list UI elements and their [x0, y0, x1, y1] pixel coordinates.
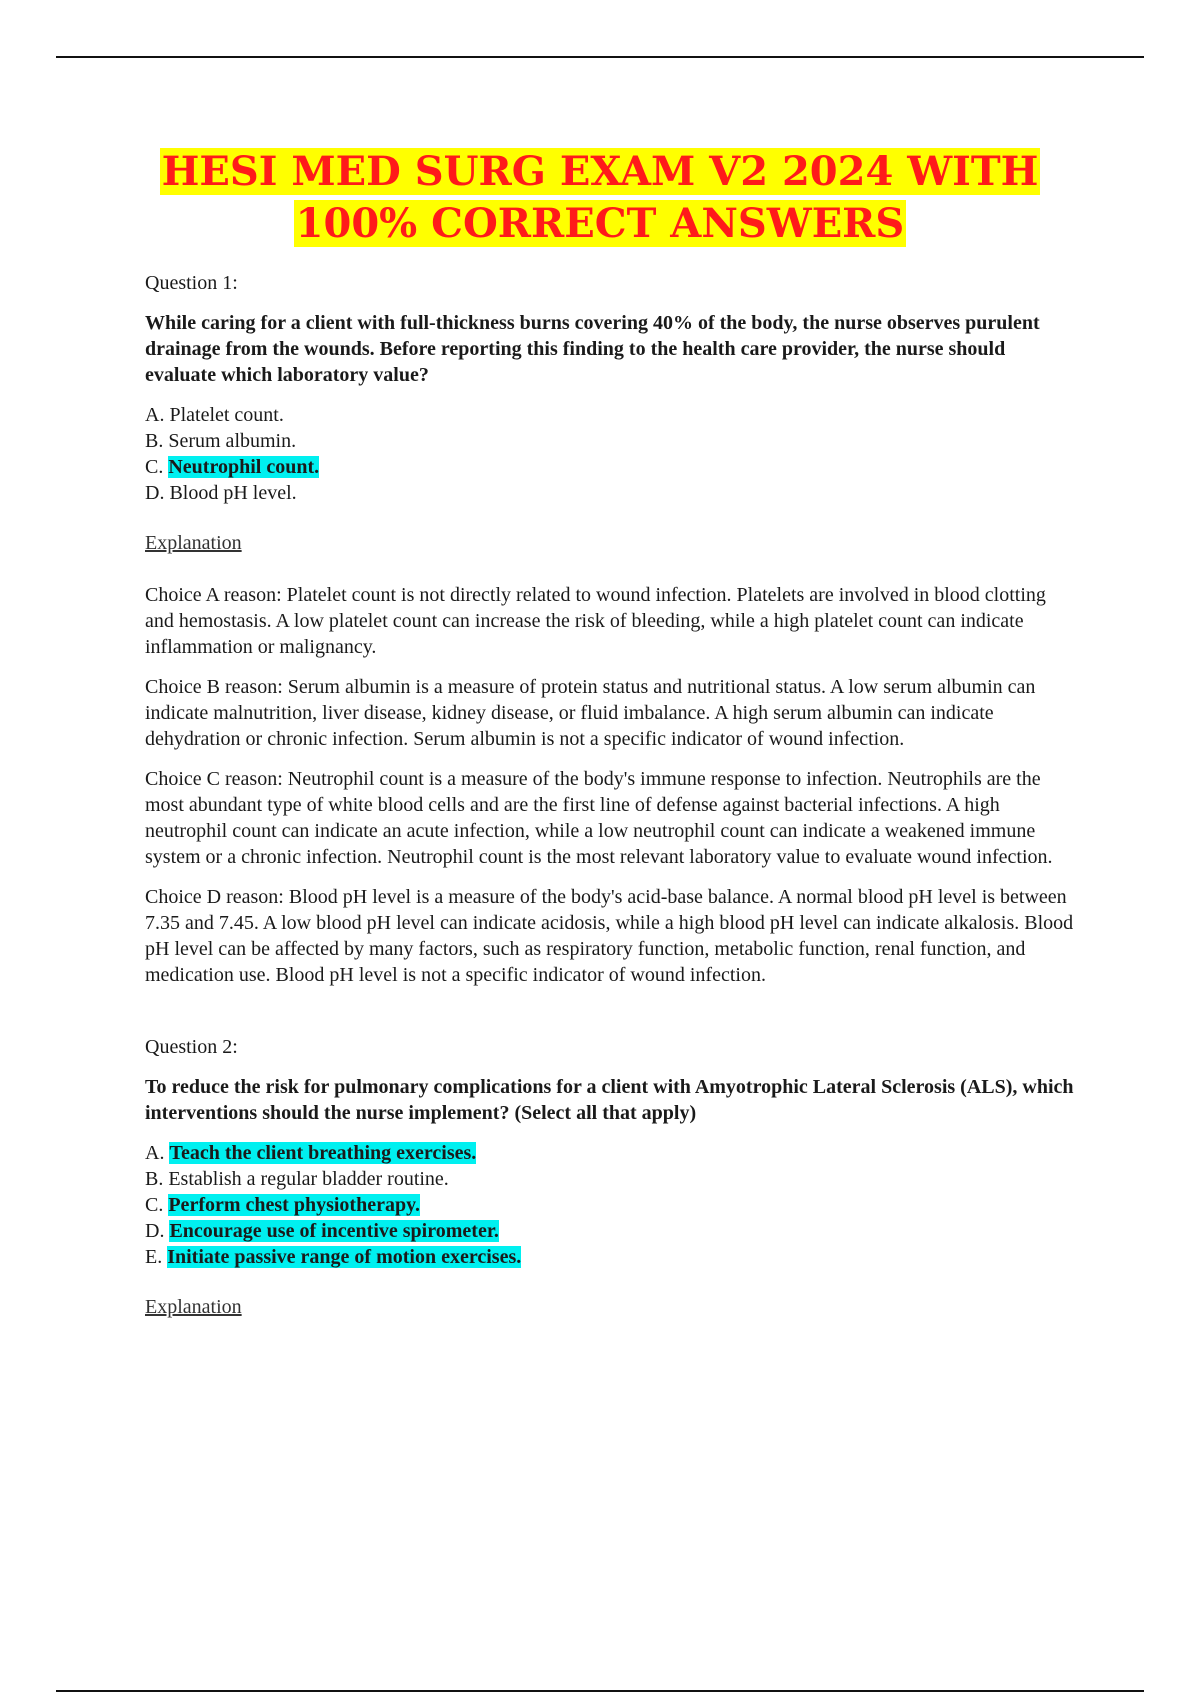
- question-label: Question 1:: [145, 272, 238, 294]
- title-line-1: HESI MED SURG EXAM V2 2024 WITH: [161, 148, 1039, 195]
- option-text: Platelet count.: [169, 404, 284, 426]
- title-line-2: 100% CORRECT ANSWERS: [295, 200, 905, 247]
- option-d: [145, 1218, 1075, 1244]
- correct-option-text: Initiate passive range of motion exercises.: [167, 1246, 522, 1268]
- correct-option-text: Encourage use of incentive spirometer.: [169, 1220, 499, 1242]
- option-c: [145, 1192, 1075, 1218]
- bottom-rule: [56, 1690, 1144, 1692]
- option-letter: B.: [145, 430, 164, 452]
- top-rule: [56, 56, 1144, 58]
- option-letter: B.: [145, 1168, 164, 1190]
- correct-option-text: Teach the client breathing exercises.: [169, 1142, 477, 1164]
- question-2: [145, 1034, 1075, 1346]
- reason-d: Choice D reason: Blood pH level is a measure of the body's acid-base balance. A normal blood pH level is between 7.35 and 7.45. A low blood pH level can indicate acidosis, while a high blood pH level can indicate alkalosis. Blood pH level can be affected by many factors, such as respiratory function, metabolic function, renal function, and medication use. Blood pH level is not a specific indicator of wound infection.: [145, 886, 1074, 986]
- option-b: [145, 1166, 1075, 1192]
- option-text: Establish a regular bladder routine.: [168, 1168, 449, 1190]
- option-letter: C.: [145, 1194, 164, 1216]
- option-a: [145, 1140, 1075, 1166]
- document-title: [60, 146, 1140, 250]
- option-text: Serum albumin.: [168, 430, 297, 452]
- question-text: To reduce the risk for pulmonary complications for a client with Amyotrophic Lateral Sclerosis (ALS), which interventions should the nurse implement? (Select all that apply): [145, 1076, 1074, 1124]
- correct-option-text: Perform chest physiotherapy.: [168, 1194, 420, 1216]
- reason-a: Choice A reason: Platelet count is not directly related to wound infection. Platelets are involved in blood clotting and hemostasis. A low platelet count can increase the risk of bleeding, while a high platelet count can indicate inflammation or malignancy.: [145, 584, 1046, 658]
- question-label: Question 2:: [145, 1036, 238, 1058]
- explanation-link[interactable]: Explanation: [145, 532, 242, 554]
- answer-options: [145, 402, 1075, 506]
- reason-b: Choice B reason: Serum albumin is a measure of protein status and nutritional status. A low serum albumin can indicate malnutrition, liver disease, kidney disease, or fluid imbalance. A high serum albumin can indicate dehydration or chronic infection. Serum albumin is not a specific indicator of wound infection.: [145, 676, 1036, 750]
- option-letter: D.: [145, 1220, 165, 1242]
- reason-c: Choice C reason: Neutrophil count is a measure of the body's immune response to infection. Neutrophils are the most abundant type of white blood cells and are the first line of defense against bacterial infections. A high neutrophil count can indicate an acute infection, while a low neutrophil count can indicate a weakened immune system or a chronic infection. Neutrophil count is the most relevant laboratory value to evaluate wound infection.: [145, 768, 1053, 868]
- question-1: [145, 270, 1075, 988]
- option-d: [145, 480, 1075, 506]
- option-letter: D.: [145, 482, 165, 504]
- option-c: [145, 454, 1075, 480]
- option-letter: C.: [145, 456, 164, 478]
- document-body: [145, 270, 1075, 1346]
- explanation-link[interactable]: Explanation: [145, 1296, 242, 1318]
- question-text: While caring for a client with full-thickness burns covering 40% of the body, the nurse observes purulent drainage from the wounds. Before reporting this finding to the health care provider, the nurse should evaluate which laboratory value?: [145, 312, 1040, 386]
- correct-option-text: Neutrophil count.: [168, 456, 320, 478]
- option-letter: A.: [145, 404, 165, 426]
- option-letter: A.: [145, 1142, 165, 1164]
- option-text: Blood pH level.: [169, 482, 297, 504]
- option-letter: E.: [145, 1246, 163, 1268]
- answer-options: [145, 1140, 1075, 1270]
- option-e: [145, 1244, 1075, 1270]
- option-a: [145, 402, 1075, 428]
- option-b: [145, 428, 1075, 454]
